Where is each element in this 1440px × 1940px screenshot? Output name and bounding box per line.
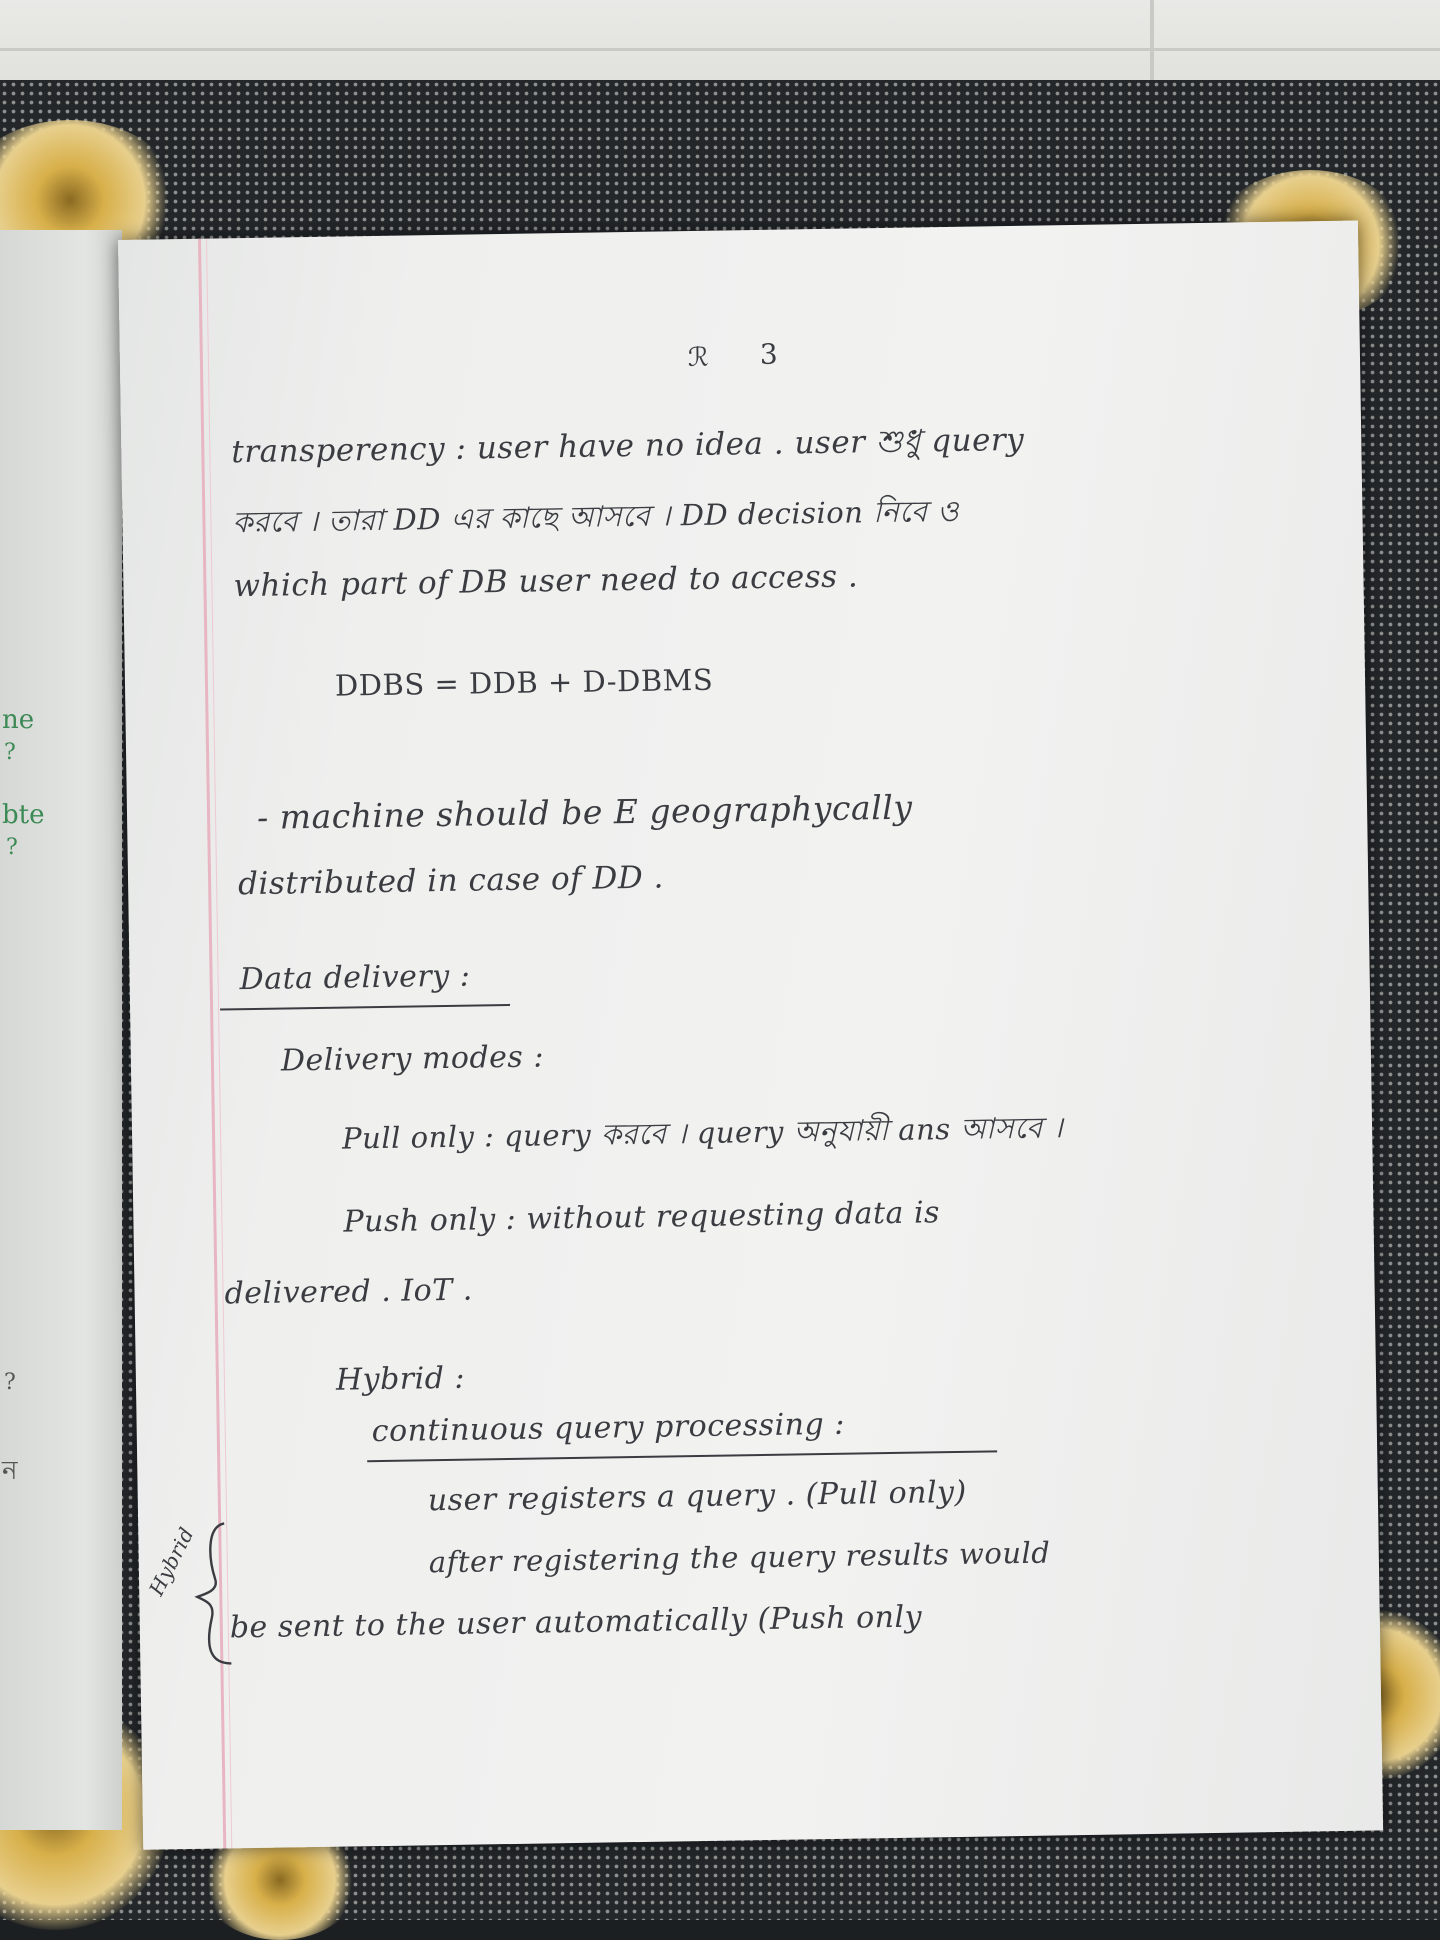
left-fragment: ? xyxy=(4,740,16,765)
section-heading: continuous query processing : xyxy=(371,1406,846,1450)
note-line: user registers a query . (Pull only) xyxy=(427,1474,967,1519)
left-fragment: ন xyxy=(2,1456,18,1486)
previous-page xyxy=(0,230,122,1830)
left-fragment: bte xyxy=(2,800,45,830)
note-line: - machine should be E geographycally xyxy=(256,787,913,837)
note-line: be sent to the user automatically (Push only xyxy=(229,1599,923,1646)
note-line: Pull only : query করবে । query অনুযায়ী ans আসবে । xyxy=(341,1110,1064,1156)
tile-grout xyxy=(0,48,1440,51)
note-line: করবে । তারা DD এর কাছে আসবে । DD decision নিবে ও xyxy=(232,493,960,540)
margin-note: Hybrid xyxy=(144,1523,199,1600)
note-line: transperency : user have no idea . user শুধু query xyxy=(231,421,1025,471)
note-line: after registering the query results would xyxy=(428,1535,1051,1580)
left-fragment: ? xyxy=(6,835,18,860)
page-number: 3 xyxy=(759,337,779,371)
page-mark: ℛ xyxy=(687,342,710,374)
left-fragment: ne xyxy=(2,705,35,735)
notebook-page xyxy=(118,221,1383,1850)
formula-line: DDBS = DDB + D-DBMS xyxy=(334,662,714,703)
note-line: Push only : without requesting data is xyxy=(343,1195,941,1240)
heading-underline xyxy=(367,1450,997,1462)
heading-underline xyxy=(220,1004,510,1011)
note-line: distributed in case of DD . xyxy=(237,859,665,903)
note-line: which part of DB user need to access . xyxy=(233,558,859,605)
sub-heading: Hybrid : xyxy=(335,1360,466,1398)
note-line: delivered . IoT . xyxy=(224,1272,474,1312)
sub-heading: Delivery modes : xyxy=(280,1039,545,1079)
section-heading: Data delivery : xyxy=(239,958,471,998)
left-fragment: ? xyxy=(4,1370,16,1395)
